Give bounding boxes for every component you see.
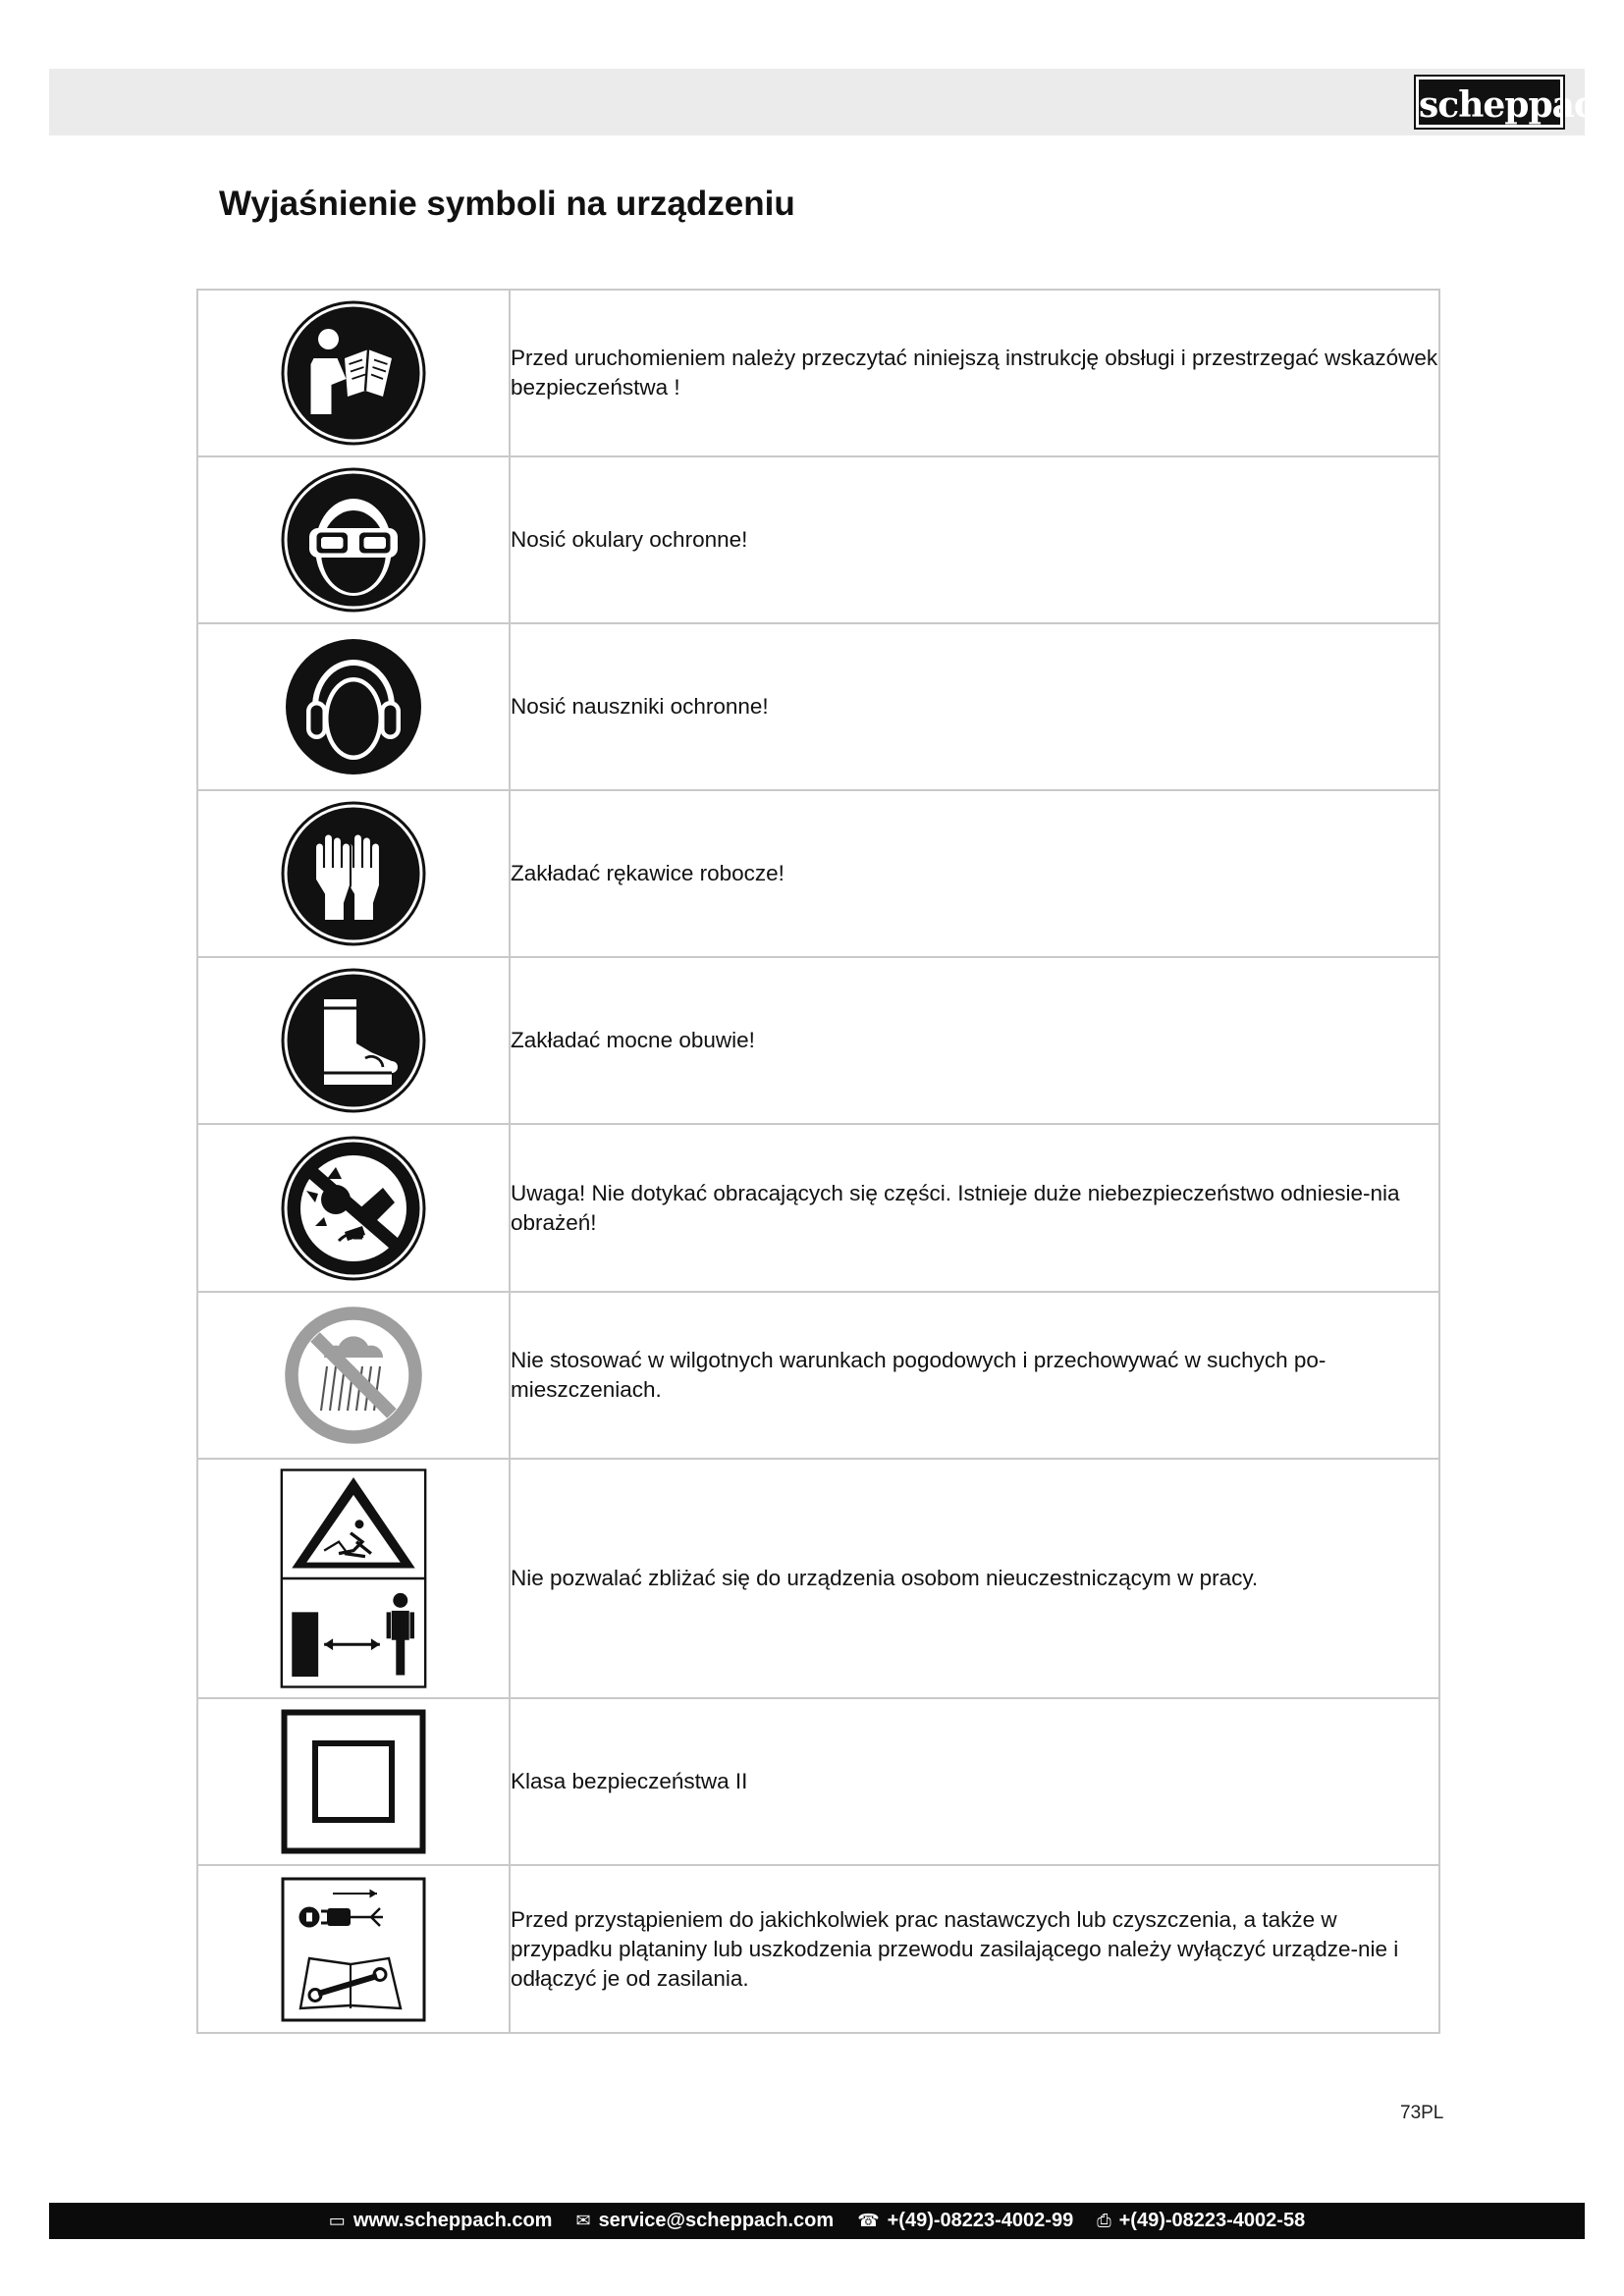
table-row — [197, 1124, 1439, 1292]
table-row — [197, 957, 1439, 1124]
brand-logo: scheppach — [1416, 77, 1563, 128]
symbol-description: Nosić okulary ochronne! — [510, 456, 1439, 623]
symbol-description: Nie pozwalać zbliżać się do urządzenia osobom nieuczestniczącym w pracy. — [510, 1459, 1439, 1698]
phone-icon: ☎ — [857, 2211, 880, 2230]
symbols-table — [196, 289, 1440, 2034]
no-touch-rotating-parts-icon — [280, 1135, 427, 1282]
symbol-description: Przed uruchomieniem należy przeczytać niniejszą instrukcję obsługi i przestrzegać wskazówek bezpieczeństwa ! — [510, 290, 1439, 456]
table-row — [197, 456, 1439, 623]
protection-class-ii-icon — [280, 1708, 427, 1855]
table-row — [197, 1292, 1439, 1459]
mail-icon: ✉ — [575, 2211, 591, 2230]
ear-protection-icon — [280, 633, 427, 780]
table-row — [197, 1865, 1439, 2033]
safety-goggles-icon — [280, 466, 427, 614]
symbol-description: Nosić nauszniki ochronne! — [510, 623, 1439, 790]
read-manual-icon — [280, 299, 427, 447]
symbol-description: Klasa bezpieczeństwa II — [510, 1698, 1439, 1865]
footer-website-text[interactable]: www.scheppach.com — [352, 2210, 553, 2231]
footer-bar — [49, 2203, 1585, 2239]
footer-phone — [857, 2210, 1073, 2232]
footer-fax — [1097, 2210, 1305, 2232]
keep-bystanders-away-icon — [280, 1468, 427, 1688]
footer-email[interactable] — [575, 2210, 834, 2232]
page-title: Wyjaśnienie symboli na urządzeniu — [219, 185, 795, 223]
footer-phone-text: +(49)-08223-4002-99 — [887, 2210, 1074, 2231]
symbol-description: Nie stosować w wilgotnych warunkach pogodowych i przechowywać w suchych po-mieszczeniach. — [510, 1292, 1439, 1459]
page-number: 73PL — [1400, 2103, 1444, 2123]
footer-website[interactable] — [329, 2210, 553, 2232]
table-row — [197, 290, 1439, 456]
safety-boots-icon — [280, 967, 427, 1114]
table-row — [197, 623, 1439, 790]
work-gloves-icon — [280, 800, 427, 947]
table-row — [197, 790, 1439, 957]
header-band — [49, 69, 1620, 135]
fax-icon: ⎙ — [1097, 2211, 1111, 2230]
computer-icon: ▭ — [328, 2211, 346, 2230]
symbol-description: Przed przystąpieniem do jakichkolwiek prac nastawczych lub czyszczenia, a także w przypadku plątaniny lub uszkodzenia przewodu zasilającego należy wyłączyć urządze-nie i odłączyć je od zasilania. — [510, 1865, 1439, 2033]
symbol-description: Zakładać rękawice robocze! — [510, 790, 1439, 957]
symbol-description: Uwaga! Nie dotykać obracających się części. Istnieje duże niebezpieczeństwo odniesie-nia obrażeń! — [510, 1124, 1439, 1292]
footer-email-text[interactable]: service@scheppach.com — [598, 2210, 835, 2231]
no-rain-icon — [280, 1302, 427, 1449]
unplug-before-maintenance-icon — [280, 1876, 427, 2023]
symbol-description: Zakładać mocne obuwie! — [510, 957, 1439, 1124]
table-row — [197, 1459, 1439, 1698]
footer-fax-text: +(49)-08223-4002-58 — [1118, 2210, 1306, 2231]
table-row — [197, 1698, 1439, 1865]
